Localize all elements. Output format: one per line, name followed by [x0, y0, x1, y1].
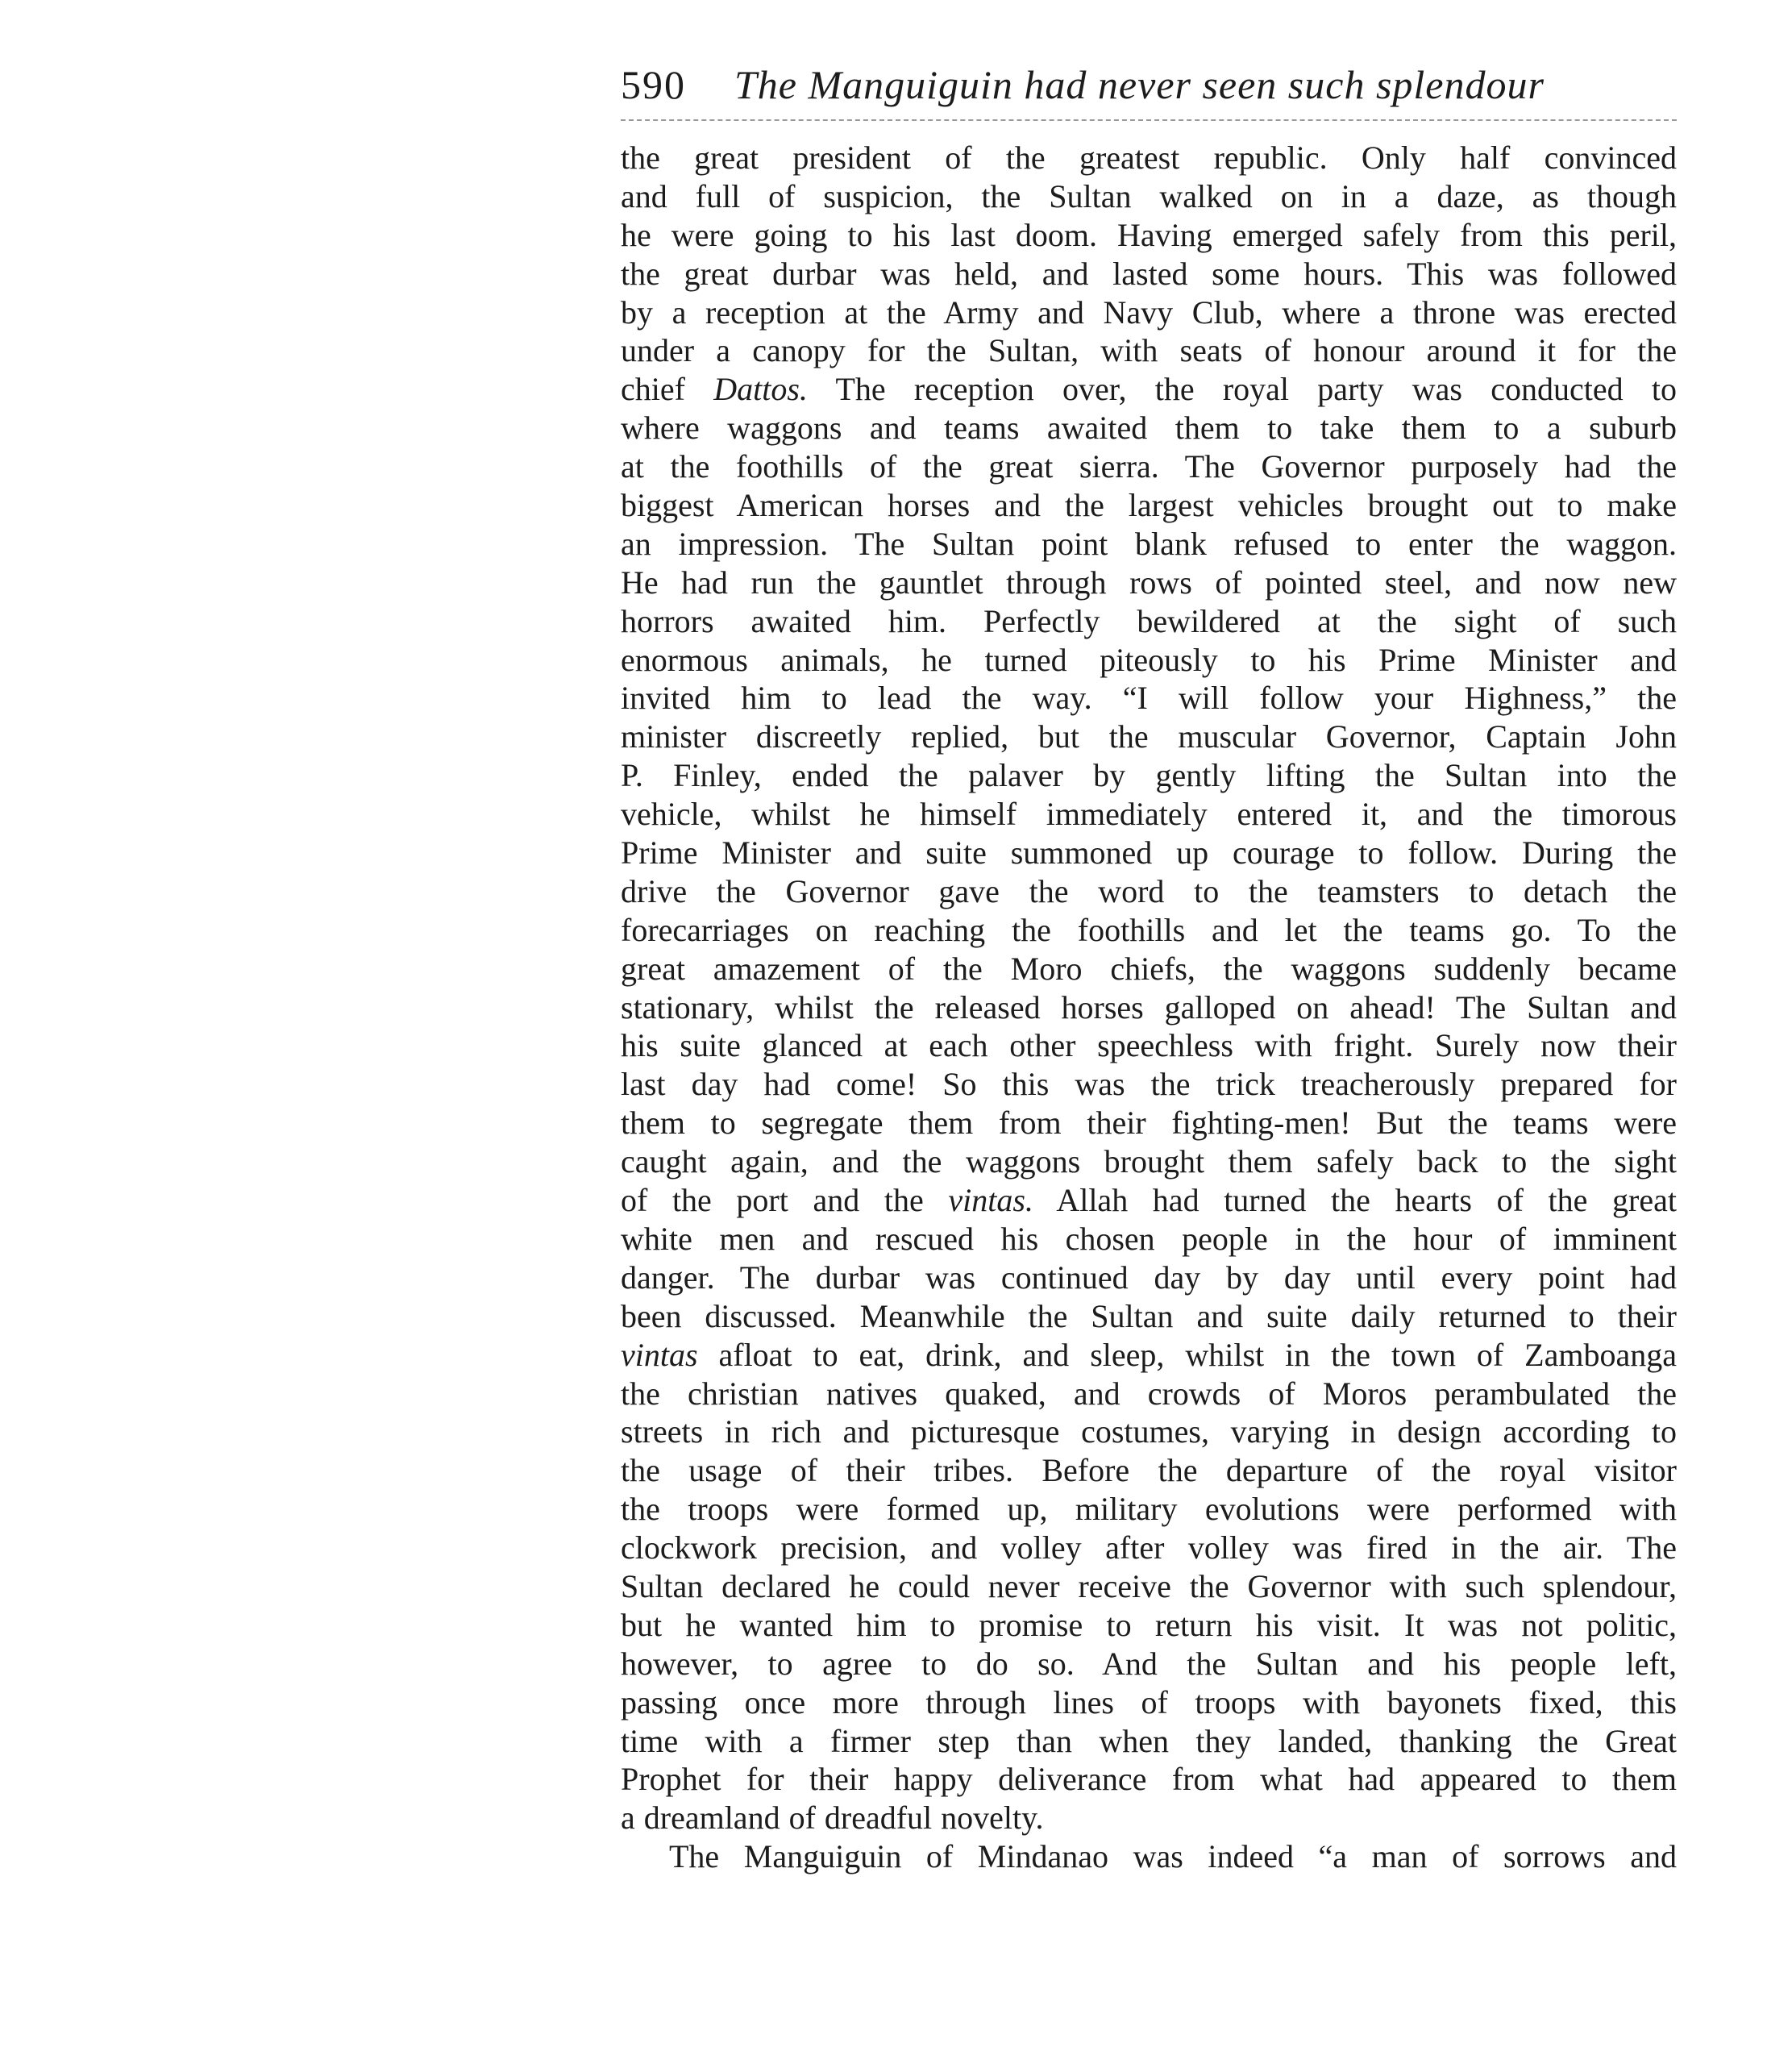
italic-term: vintas. — [948, 1182, 1033, 1219]
text-line: biggest American horses and the largest vehicles brought out to make — [621, 487, 1677, 524]
text-line: the great president of the greatest republic. Only half convinced — [621, 139, 1677, 176]
header-rule — [621, 119, 1677, 121]
text-line: clockwork precision, and volley after volley was fired in the air. The — [621, 1529, 1677, 1566]
text-line: white men and rescued his chosen people in the hour of imminent — [621, 1220, 1677, 1257]
text-line — [621, 1336, 1677, 1375]
text-line: drive the Governor gave the word to the teamsters to detach the — [621, 872, 1677, 909]
text-line: last day had come! So this was the trick treacherously prepared for — [621, 1066, 1677, 1103]
text-line: enormous animals, he turned piteously to his Prime Minister and — [621, 641, 1677, 678]
text-line: danger. The durbar was continued day by day until every point had — [621, 1259, 1677, 1296]
text-line: caught again, and the waggons brought them safely back to the sight — [621, 1143, 1677, 1180]
text-line: Prophet for their happy deliverance from what had appeared to them — [621, 1761, 1677, 1798]
body-text — [621, 139, 1677, 1876]
text-line: the great durbar was held, and lasted some hours. This was followed — [621, 255, 1677, 292]
text-line: at the foothills of the great sierra. The Governor purposely had the — [621, 448, 1677, 485]
text-line: under a canopy for the Sultan, with seats of honour around it for the — [621, 332, 1677, 369]
text-line: The Manguiguin of Mindanao was indeed “a man of sorrows and — [669, 1838, 1677, 1875]
text-line: He had run the gauntlet through rows of pointed steel, and now new — [621, 564, 1677, 601]
text-line: Prime Minister and suite summoned up courage to follow. During the — [621, 834, 1677, 872]
text-line: vehicle, whilst he himself immediately entered it, and the timorous — [621, 796, 1677, 833]
line-segment: of the port and the — [621, 1182, 949, 1219]
text-line: an impression. The Sultan point blank refused to enter the waggon. — [621, 525, 1677, 562]
running-head — [621, 56, 1677, 113]
italic-term: vintas — [621, 1336, 698, 1373]
text-line: passing once more through lines of troops with bayonets fixed, this — [621, 1683, 1677, 1720]
text-line: them to segregate them from their fighting-men! But the teams were — [621, 1105, 1677, 1142]
line-segment: The reception over, the royal party was conducted to — [807, 371, 1677, 408]
running-title: The Manguiguin had never seen such splendour — [734, 62, 1545, 107]
text-line: streets in rich and picturesque costumes, varying in design according to — [621, 1413, 1677, 1450]
page-number: 590 — [621, 62, 686, 107]
text-line: stationary, whilst the released horses galloped on ahead! The Sultan and — [621, 988, 1677, 1026]
text-line: minister discreetly replied, but the muscular Governor, Captain John — [621, 718, 1677, 755]
text-line: great amazement of the Moro chiefs, the waggons suddenly became — [621, 950, 1677, 987]
text-line: been discussed. Meanwhile the Sultan and suite daily returned to their — [621, 1297, 1677, 1334]
text-line: the christian natives quaked, and crowds of Moros perambulated the — [621, 1375, 1677, 1412]
text-line: time with a firmer step than when they landed, thanking the Great — [621, 1722, 1677, 1759]
text-line: the troops were formed up, military evolutions were performed with — [621, 1491, 1677, 1528]
text-line: forecarriages on reaching the foothills and let the teams go. To the — [621, 911, 1677, 948]
line-segment: chief — [621, 371, 714, 408]
text-line — [621, 1181, 1677, 1220]
text-line: P. Finley, ended the palaver by gently lifting the Sultan into the — [621, 757, 1677, 794]
text-line: but he wanted him to promise to return his visit. It was not politic, — [621, 1606, 1677, 1643]
text-line: the usage of their tribes. Before the departure of the royal visitor — [621, 1452, 1677, 1489]
text-line — [621, 370, 1677, 409]
text-line: however, to agree to do so. And the Sultan and his people left, — [621, 1645, 1677, 1682]
line-segment: afloat to eat, drink, and sleep, whilst in the town of Zamboanga — [697, 1336, 1677, 1373]
text-line: Sultan declared he could never receive the Governor with such splendour, — [621, 1567, 1677, 1604]
text-line: where waggons and teams awaited them to take them to a suburb — [621, 410, 1677, 447]
line-segment: Allah had turned the hearts of the great — [1033, 1182, 1677, 1219]
text-line: his suite glanced at each other speechless with fright. Surely now their — [621, 1027, 1677, 1064]
text-line: a dreamland of dreadful novelty. — [621, 1799, 1044, 1837]
text-line: by a reception at the Army and Navy Club, where a throne was erected — [621, 293, 1677, 331]
text-line: horrors awaited him. Perfectly bewildered at the sight of such — [621, 602, 1677, 639]
text-line: invited him to lead the way. “I will follow your Highness,” the — [621, 680, 1677, 717]
italic-term: Dattos. — [713, 371, 808, 408]
text-line: and full of suspicion, the Sultan walked on in a daze, as though — [621, 177, 1677, 214]
text-line: he were going to his last doom. Having emerged safely from this peril, — [621, 216, 1677, 253]
